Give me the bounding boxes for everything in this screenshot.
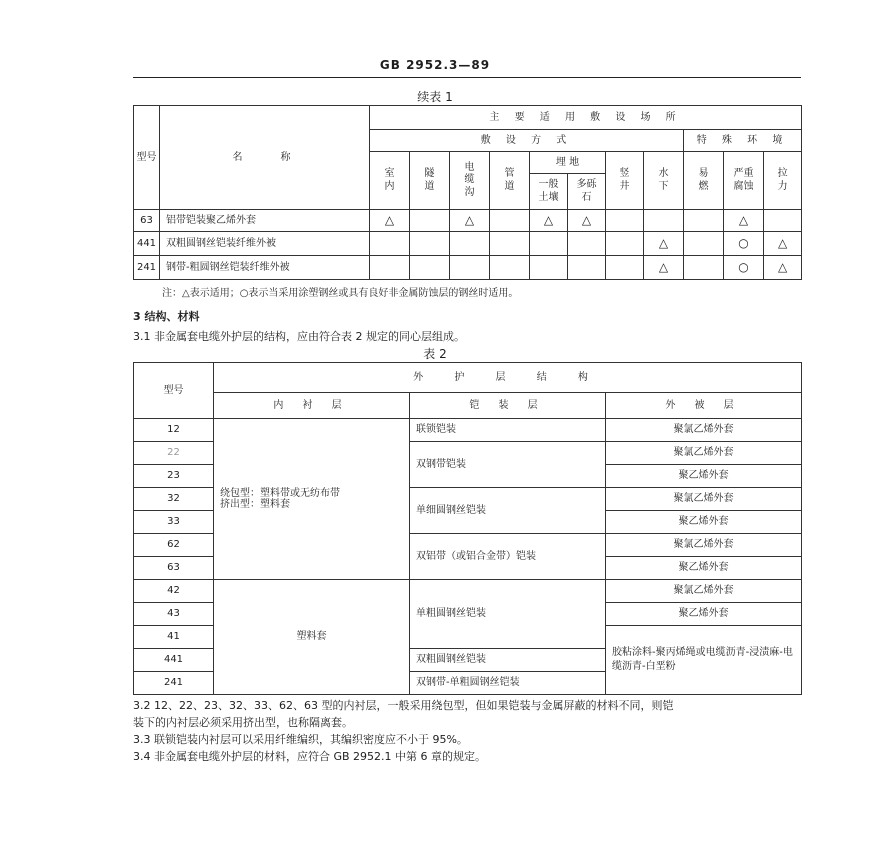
t1-head-buried: 埋 地 (530, 152, 606, 174)
t2-head-armor: 铠 装 层 (410, 393, 606, 419)
t1-mark: △ (764, 232, 802, 256)
t1-mark (370, 232, 410, 256)
t2-armor: 双钢带-单粗圆钢丝铠装 (410, 672, 606, 695)
table1-note: 注：△表示适用；○表示当采用涂塑钢丝或具有良好非金属防蚀层的钢丝时适用。 (162, 288, 519, 299)
table2-title: 表 2 (423, 347, 447, 361)
t1-head-duct: 管 道 (490, 152, 530, 210)
paragraph-3-2-line1: 3.2 12、22、23、32、33、62、63 型的内衬层，一般采用绕包型，但如果铠装与金属屏蔽的材料不同，则铠 (133, 699, 674, 712)
t2-outer: 胶粘涂料-聚丙烯绳或电缆沥青-浸渍麻-电缆沥青-白垩粉 (606, 626, 802, 695)
table2 (133, 362, 802, 695)
t1-mark (684, 232, 724, 256)
paragraph-3-4: 3.4 非金属套电缆外护层的材料，应符合 GB 2952.1 中第 6 章的规定。 (133, 750, 487, 763)
table-row (134, 256, 802, 280)
t1-head-tunnel: 隧 道 (410, 152, 450, 210)
t1-head-group: 主 要 适 用 敷 设 场 所 (370, 106, 802, 130)
t1-mark: △ (530, 210, 568, 232)
t1-head-flammable: 易 燃 (684, 152, 724, 210)
t1-mark (764, 210, 802, 232)
t1-mark (410, 232, 450, 256)
t2-armor: 单细圆钢丝铠装 (410, 488, 606, 534)
section-heading: 3 结构、材料 (133, 310, 200, 323)
t1-row-model: 63 (134, 210, 160, 232)
t1-mark (450, 232, 490, 256)
t2-armor: 联锁铠装 (410, 419, 606, 442)
t1-mark: ○ (724, 232, 764, 256)
t1-head-stone: 多砾 石 (568, 174, 606, 210)
t1-head-shaft: 竖 井 (606, 152, 644, 210)
t2-outer: 聚乙烯外套 (606, 511, 802, 534)
t2-model: 43 (134, 603, 214, 626)
t1-mark: △ (644, 256, 684, 280)
t2-inner-layer: 绕包型：塑料带或无纺布带 挤出型：塑料套 (214, 419, 410, 580)
t1-row-model: 441 (134, 232, 160, 256)
t1-head-tension: 拉 力 (764, 152, 802, 210)
t2-model: 23 (134, 465, 214, 488)
t1-mark (530, 256, 568, 280)
t1-row-name: 双粗圆钢丝铠装纤维外被 (160, 232, 370, 256)
t2-model: 33 (134, 511, 214, 534)
t1-head-water: 水 下 (644, 152, 684, 210)
t2-head-inner: 内 衬 层 (214, 393, 410, 419)
paragraph-3-2-line2: 装下的内衬层必须采用挤出型，也称隔离套。 (133, 716, 353, 729)
t1-mark (606, 232, 644, 256)
t1-head-laying: 敷 设 方 式 (370, 130, 684, 152)
paragraph-3-3: 3.3 联锁铠装内衬层可以采用纤维编织，其编织密度应不小于 95%。 (133, 733, 468, 746)
t2-model: 41 (134, 626, 214, 649)
t1-row-name: 铝带铠装聚乙烯外套 (160, 210, 370, 232)
t1-head-name: 名 称 (160, 106, 370, 210)
t2-model: 42 (134, 580, 214, 603)
t2-model: 32 (134, 488, 214, 511)
t1-mark (530, 232, 568, 256)
page-header-code: GB 2952.3—89 (379, 58, 491, 72)
t1-mark (568, 232, 606, 256)
t1-mark (684, 256, 724, 280)
t1-mark (606, 210, 644, 232)
t1-mark: ○ (724, 256, 764, 280)
t1-mark (684, 210, 724, 232)
t1-mark: △ (568, 210, 606, 232)
t2-armor: 单粗圆钢丝铠装 (410, 580, 606, 649)
t2-outer: 聚氯乙烯外套 (606, 442, 802, 465)
t2-model: 12 (134, 419, 214, 442)
t1-mark (644, 210, 684, 232)
t2-outer: 聚氯乙烯外套 (606, 419, 802, 442)
t2-model: 63 (134, 557, 214, 580)
t2-outer: 聚氯乙烯外套 (606, 488, 802, 511)
t1-mark (606, 256, 644, 280)
t1-head-soil: 一般 土壤 (530, 174, 568, 210)
t2-head-outer: 外 被 层 (606, 393, 802, 419)
table-row (134, 232, 802, 256)
t2-model: 441 (134, 649, 214, 672)
t2-outer: 聚乙烯外套 (606, 603, 802, 626)
t2-armor: 双铝带（或铝合金带）铠装 (410, 534, 606, 580)
t1-mark (490, 210, 530, 232)
t1-mark (410, 256, 450, 280)
table1 (133, 105, 802, 280)
t1-mark (370, 256, 410, 280)
paragraph-3-1: 3.1 非金属套电缆外护层的结构，应由符合表 2 规定的同心层组成。 (133, 330, 465, 343)
table-row (134, 580, 802, 603)
t1-mark: △ (724, 210, 764, 232)
table-row (134, 419, 802, 442)
t2-model: 62 (134, 534, 214, 557)
t2-inner-layer: 塑料套 (214, 580, 410, 695)
t2-outer: 聚氯乙烯外套 (606, 534, 802, 557)
t1-mark (490, 232, 530, 256)
table1-title: 续表 1 (417, 90, 453, 104)
t2-outer: 聚乙烯外套 (606, 465, 802, 488)
t1-mark: △ (764, 256, 802, 280)
t1-mark (490, 256, 530, 280)
header-rule (133, 77, 801, 78)
t1-row-name: 钢带-粗圆钢丝铠装纤维外被 (160, 256, 370, 280)
t2-armor: 双钢带铠装 (410, 442, 606, 488)
t1-head-indoor: 室 内 (370, 152, 410, 210)
t1-mark: △ (370, 210, 410, 232)
t1-mark (450, 256, 490, 280)
t2-outer: 聚乙烯外套 (606, 557, 802, 580)
t1-mark: △ (450, 210, 490, 232)
t1-mark (568, 256, 606, 280)
t2-head-group: 外 护 层 结 构 (214, 363, 802, 393)
t2-head-model: 型号 (134, 363, 214, 419)
t1-head-special: 特 殊 环 境 (684, 130, 802, 152)
t1-head-model: 型号 (134, 106, 160, 210)
t1-mark: △ (644, 232, 684, 256)
t1-head-trench: 电 缆 沟 (450, 152, 490, 210)
t2-model: 241 (134, 672, 214, 695)
t1-mark (410, 210, 450, 232)
t1-row-model: 241 (134, 256, 160, 280)
t1-head-corrosion: 严重 腐蚀 (724, 152, 764, 210)
t2-model: 22 (134, 442, 214, 465)
t2-armor: 双粗圆钢丝铠装 (410, 649, 606, 672)
t2-outer: 聚氯乙烯外套 (606, 580, 802, 603)
table-row (134, 210, 802, 232)
